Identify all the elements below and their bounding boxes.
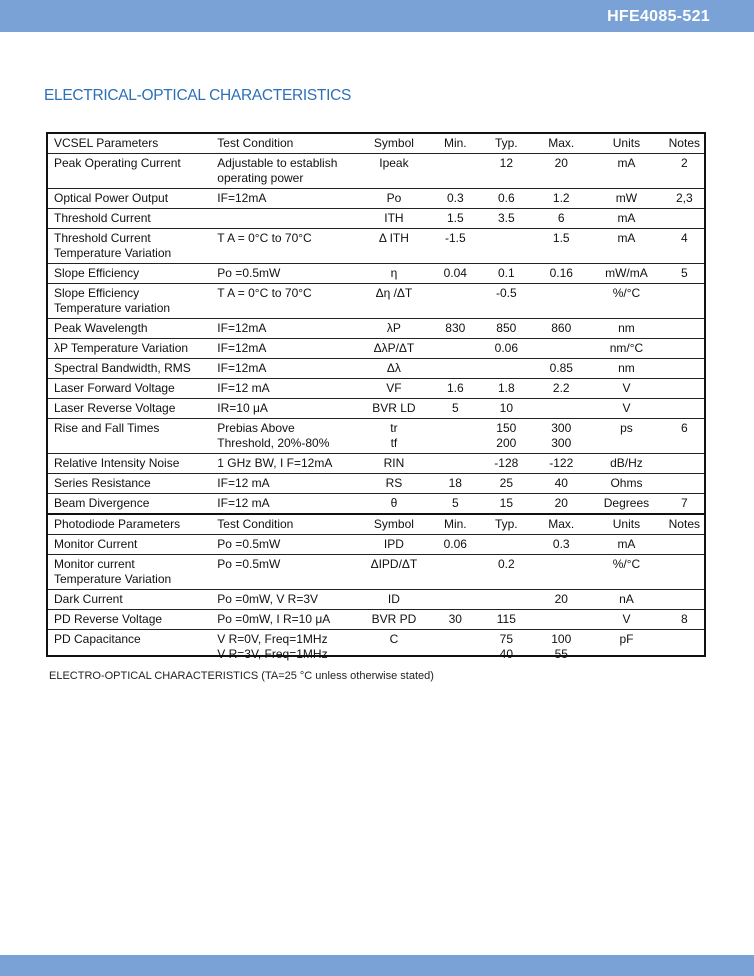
cell-symbol: ITH xyxy=(356,209,431,229)
cell-symbol: θ xyxy=(356,494,431,515)
cell-units: mW xyxy=(588,189,662,209)
cell-param: Threshold Current xyxy=(48,209,211,229)
cell-typ: -0.5 xyxy=(478,284,532,319)
cell-symbol: ΔIPD/ΔT xyxy=(356,555,431,590)
cell-notes xyxy=(663,319,704,339)
cell-condition: Adjustable to establish operating power xyxy=(211,154,355,189)
cell-units: %/°C xyxy=(588,555,662,590)
table-row xyxy=(48,189,704,209)
cell-units: mA xyxy=(588,535,662,555)
cell-condition: T A = 0°C to 70°C xyxy=(211,284,355,319)
cell-param: Monitor Current xyxy=(48,535,211,555)
cell-typ: 3.5 xyxy=(478,209,532,229)
cell-param: λP Temperature Variation xyxy=(48,339,211,359)
table-row xyxy=(48,590,704,610)
cell-units: V xyxy=(588,399,662,419)
cell-condition: Po =0mW, V R=3V xyxy=(211,590,355,610)
cell-symbol: ΔλP/ΔT xyxy=(356,339,431,359)
cell-typ: 0.2 xyxy=(478,555,532,590)
cell-notes xyxy=(663,630,704,665)
cell-typ: 0.6 xyxy=(478,189,532,209)
cell-notes xyxy=(663,590,704,610)
column-header: Symbol xyxy=(356,134,431,154)
cell-typ: 0.06 xyxy=(478,339,532,359)
cell-notes: 7 xyxy=(663,494,704,515)
cell-units: dB/Hz xyxy=(588,454,662,474)
table-row xyxy=(48,454,704,474)
cell-units: nA xyxy=(588,590,662,610)
cell-typ: 1.8 xyxy=(478,379,532,399)
cell-condition: Po =0.5mW xyxy=(211,535,355,555)
column-header: Test Condition xyxy=(211,134,355,154)
cell-max: 0.85 xyxy=(532,359,588,379)
table-row xyxy=(48,399,704,419)
cell-notes xyxy=(663,284,704,319)
cell-symbol: Δ ITH xyxy=(356,229,431,264)
table-row xyxy=(48,494,704,515)
cell-max: 2.2 xyxy=(532,379,588,399)
cell-min xyxy=(430,630,478,665)
cell-max xyxy=(532,610,588,630)
cell-units: mA xyxy=(588,229,662,264)
cell-notes xyxy=(663,474,704,494)
table-row xyxy=(48,229,704,264)
cell-min xyxy=(430,339,478,359)
cell-min: 0.06 xyxy=(430,535,478,555)
cell-max: 1.2 xyxy=(532,189,588,209)
cell-max: 300 300 xyxy=(532,419,588,454)
cell-min: 1.6 xyxy=(430,379,478,399)
column-header: Notes xyxy=(663,134,704,154)
cell-param: PD Capacitance xyxy=(54,632,141,646)
column-header: Units xyxy=(588,514,662,535)
cell-condition: IF=12 mA xyxy=(211,379,355,399)
cell-min: 5 xyxy=(430,399,478,419)
cell-symbol: Po xyxy=(356,189,431,209)
cell-max: 20 xyxy=(532,494,588,515)
column-header: Max. xyxy=(532,514,588,535)
cell-typ: 12 xyxy=(478,154,532,189)
cell-min: 18 xyxy=(430,474,478,494)
cell-min xyxy=(430,555,478,590)
cell-notes xyxy=(663,399,704,419)
cell-notes: 5 xyxy=(663,264,704,284)
section-title: ELECTRICAL-OPTICAL CHARACTERISTICS xyxy=(44,87,352,104)
column-header: VCSEL Parameters xyxy=(48,134,211,154)
table-row xyxy=(48,319,704,339)
cell-param: Slope Efficiency Temperature variation xyxy=(48,284,211,319)
cell-param: Peak Wavelength xyxy=(48,319,211,339)
footer-bar xyxy=(0,955,754,976)
column-header: Notes xyxy=(663,514,704,535)
cell-param: Slope Efficiency xyxy=(48,264,211,284)
cell-units: mA xyxy=(588,209,662,229)
cell-typ xyxy=(478,229,532,264)
cell-typ: 115 xyxy=(478,610,532,630)
cell-condition: IF=12 mA xyxy=(211,474,355,494)
cell-max: 20 xyxy=(532,154,588,189)
photodiode-header-row xyxy=(48,514,704,535)
cell-notes xyxy=(663,359,704,379)
cell-units: V xyxy=(588,379,662,399)
column-header: Min. xyxy=(430,514,478,535)
cell-param: Laser Forward Voltage xyxy=(48,379,211,399)
cell-condition: IF=12 mA xyxy=(211,494,355,515)
table-row xyxy=(48,610,704,630)
table-row xyxy=(48,419,704,454)
cell-max: 100 55 xyxy=(551,632,572,661)
vcsel-header-row xyxy=(48,134,704,154)
cell-notes: 4 xyxy=(663,229,704,264)
cell-units: nm xyxy=(588,359,662,379)
table-row xyxy=(48,339,704,359)
table-row xyxy=(48,535,704,555)
cell-units: mW/mA xyxy=(588,264,662,284)
cell-condition: Prebias Above Threshold, 20%-80% xyxy=(211,419,355,454)
cell-max: 0.3 xyxy=(532,535,588,555)
cell-symbol: RIN xyxy=(356,454,431,474)
cell-condition: IF=12mA xyxy=(211,359,355,379)
cell-notes xyxy=(663,555,704,590)
table-row xyxy=(48,555,704,590)
table-caption: ELECTRO-OPTICAL CHARACTERISTICS (TA=25 °C unless otherwise stated) xyxy=(49,670,434,682)
column-header: Typ. xyxy=(478,134,532,154)
column-header: Max. xyxy=(532,134,588,154)
cell-units: Degrees xyxy=(588,494,662,515)
table-row xyxy=(48,154,704,189)
cell-typ: 850 xyxy=(478,319,532,339)
part-number: HFE4085-521 xyxy=(607,8,710,25)
cell-max: 0.16 xyxy=(532,264,588,284)
cell-param: Optical Power Output xyxy=(48,189,211,209)
cell-typ: 25 xyxy=(478,474,532,494)
cell-condition: IR=10 μA xyxy=(211,399,355,419)
cell-min xyxy=(430,590,478,610)
cell-param: Beam Divergence xyxy=(48,494,211,515)
cell-symbol: ID xyxy=(356,590,431,610)
cell-symbol: Δλ xyxy=(356,359,431,379)
cell-condition xyxy=(211,209,355,229)
cell-condition: IF=12mA xyxy=(211,319,355,339)
cell-param: Dark Current xyxy=(48,590,211,610)
cell-symbol: VF xyxy=(356,379,431,399)
table-row xyxy=(48,379,704,399)
cell-min xyxy=(430,359,478,379)
cell-param: Peak Operating Current xyxy=(48,154,211,189)
cell-notes: 2,3 xyxy=(663,189,704,209)
cell-condition: Po =0.5mW xyxy=(211,264,355,284)
column-header: Symbol xyxy=(356,514,431,535)
cell-max xyxy=(532,339,588,359)
cell-symbol: BVR LD xyxy=(356,399,431,419)
cell-units: pF xyxy=(619,632,634,646)
cell-max: 860 xyxy=(532,319,588,339)
cell-max: 20 xyxy=(532,590,588,610)
cell-units: Ohms xyxy=(588,474,662,494)
cell-condition: Po =0.5mW xyxy=(211,555,355,590)
cell-param: Relative Intensity Noise xyxy=(48,454,211,474)
cell-units: nm xyxy=(588,319,662,339)
cell-param: PD Reverse Voltage xyxy=(48,610,211,630)
cell-max: -122 xyxy=(532,454,588,474)
cell-typ: 15 xyxy=(478,494,532,515)
cell-symbol: BVR PD xyxy=(356,610,431,630)
table-row xyxy=(48,264,704,284)
cell-min: 5 xyxy=(430,494,478,515)
cell-condition: IF=12mA xyxy=(211,339,355,359)
cell-typ: 75 40 xyxy=(499,632,513,661)
column-header: Test Condition xyxy=(211,514,355,535)
cell-param: Laser Reverse Voltage xyxy=(48,399,211,419)
table-row xyxy=(48,359,704,379)
column-header: Min. xyxy=(430,134,478,154)
cell-max: 40 xyxy=(532,474,588,494)
cell-max: 6 xyxy=(532,209,588,229)
cell-max xyxy=(532,284,588,319)
column-header: Photodiode Parameters xyxy=(48,514,211,535)
cell-symbol: η xyxy=(356,264,431,284)
cell-condition: T A = 0°C to 70°C xyxy=(211,229,355,264)
cell-notes: 8 xyxy=(663,610,704,630)
cell-units: ps xyxy=(588,419,662,454)
cell-notes xyxy=(663,454,704,474)
cell-max xyxy=(532,555,588,590)
cell-symbol: Δη /ΔT xyxy=(356,284,431,319)
cell-condition: V R=0V, Freq=1MHz V R=3V, Freq=1MHz xyxy=(217,632,328,661)
cell-min: 0.04 xyxy=(430,264,478,284)
table-row xyxy=(48,630,704,665)
cell-typ xyxy=(478,590,532,610)
cell-symbol: Ipeak xyxy=(356,154,431,189)
cell-notes xyxy=(663,535,704,555)
cell-typ xyxy=(478,359,532,379)
table-row xyxy=(48,284,704,319)
cell-units: V xyxy=(588,610,662,630)
table-row xyxy=(48,209,704,229)
header-bar xyxy=(0,0,754,32)
cell-notes xyxy=(663,379,704,399)
cell-min: 830 xyxy=(430,319,478,339)
cell-symbol: RS xyxy=(356,474,431,494)
cell-min xyxy=(430,154,478,189)
cell-symbol: C xyxy=(389,632,399,646)
column-header: Units xyxy=(588,134,662,154)
cell-units: mA xyxy=(588,154,662,189)
cell-symbol: tr tf xyxy=(356,419,431,454)
cell-min: 0.3 xyxy=(430,189,478,209)
characteristics-table xyxy=(46,132,706,661)
cell-typ: 150 200 xyxy=(478,419,532,454)
cell-param: Monitor current Temperature Variation xyxy=(48,555,211,590)
cell-condition: IF=12mA xyxy=(211,189,355,209)
table-row xyxy=(48,474,704,494)
cell-min xyxy=(430,419,478,454)
cell-units: nm/°C xyxy=(588,339,662,359)
cell-param: Rise and Fall Times xyxy=(48,419,211,454)
column-header: Typ. xyxy=(478,514,532,535)
cell-symbol: λP xyxy=(356,319,431,339)
cell-condition: 1 GHz BW, I F=12mA xyxy=(211,454,355,474)
cell-param: Spectral Bandwidth, RMS xyxy=(48,359,211,379)
cell-typ: 0.1 xyxy=(478,264,532,284)
cell-typ: -128 xyxy=(478,454,532,474)
cell-min: 30 xyxy=(430,610,478,630)
cell-max xyxy=(532,399,588,419)
cell-notes xyxy=(663,339,704,359)
cell-max: 1.5 xyxy=(532,229,588,264)
cell-min: -1.5 xyxy=(430,229,478,264)
cell-typ: 10 xyxy=(478,399,532,419)
cell-typ xyxy=(478,535,532,555)
cell-notes xyxy=(663,209,704,229)
cell-notes: 2 xyxy=(663,154,704,189)
cell-min xyxy=(430,454,478,474)
cell-param: Series Resistance xyxy=(48,474,211,494)
cell-notes: 6 xyxy=(663,419,704,454)
cell-condition: Po =0mW, I R=10 μA xyxy=(211,610,355,630)
cell-min xyxy=(430,284,478,319)
cell-min: 1.5 xyxy=(430,209,478,229)
cell-param: Threshold Current Temperature Variation xyxy=(48,229,211,264)
cell-symbol: IPD xyxy=(356,535,431,555)
cell-units: %/°C xyxy=(588,284,662,319)
